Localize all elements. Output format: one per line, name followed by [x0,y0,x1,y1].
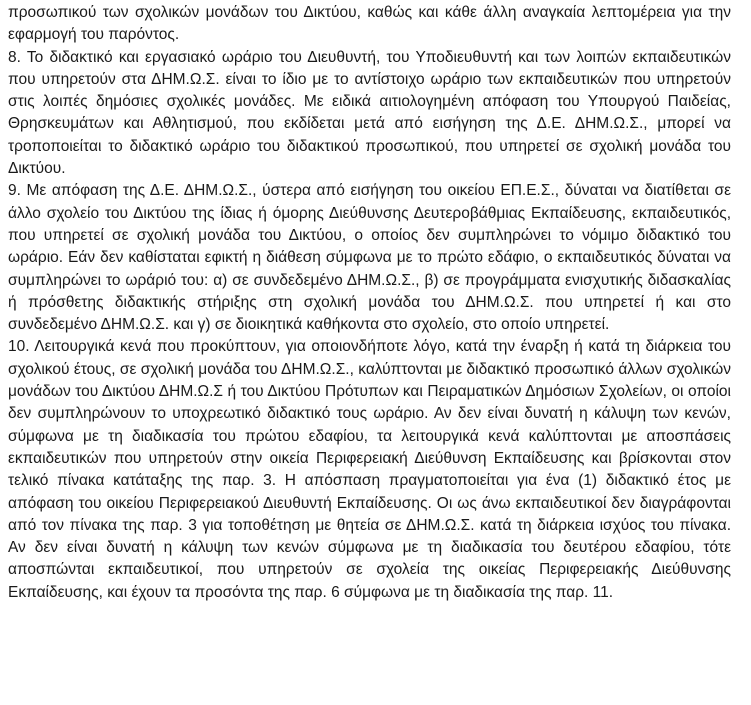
paragraph-9: 9. Με απόφαση της Δ.Ε. ΔΗΜ.Ω.Σ., ύστερα από εισήγηση του οικείου ΕΠ.Ε.Σ., δύναται να διατίθεται σε άλλο σχολείο του Δικτύου της ίδιας ή όμορης Διεύθυνσης Δευτεροβάθμιας Εκπαίδευσης, εκπαιδευτικός, που υπηρετεί σε σχολική μονάδα του Δικτύου, ο οποίος δεν συμπληρώνει το νόμιμο διδακτικό του ωράριο. Εάν δεν καθίσταται εφικτή η διάθεση σύμφωνα με το πρώτο εδάφιο, ο εκπαιδευτικός δύναται να συμπληρώνει το ωράριό του: α) σε συνδεδεμένο ΔΗΜ.Ω.Σ., β) σε προγράμματα ενισχυτικής διδασκαλίας ή πρόσθετης διδακτικής στήριξης στη σχολική μονάδα του ΔΗΜ.Ω.Σ. που υπηρετεί ή και στο συνδεδεμένο ΔΗΜ.Ω.Σ. και γ) σε διοικητικά καθήκοντα στο σχολείο, στο οποίο υπηρετεί. [8,182,731,334]
paragraph-10: 10. Λειτουργικά κενά που προκύπτουν, για οποιονδήποτε λόγο, κατά την έναρξη ή κατά τη διάρκεια του σχολικού έτους, σε σχολική μονάδα του ΔΗΜ.Ω.Σ., καλύπτονται με διδακτικό προσωπικό άλλων σχολικών μονάδων του Δικτύου ΔΗΜ.Ω.Σ ή του Δικτύου Πρότυπων και Πειραματικών Δημόσιων Σχολείων, οι οποίοι δεν συμπληρώνουν το υποχρεωτικό διδακτικό τους ωράριο. Αν δεν είναι δυνατή η κάλυψη των κενών, σύμφωνα με τη διαδικασία του πρώτου εδαφίου, τα λειτουργικά κενά καλύπτονται με αποσπάσεις εκπαιδευτικών που υπηρετούν στην οικεία Περιφερειακή Διεύθυνση Εκπαίδευσης και βρίσκονται στον τελικό πίνακα κατάταξης της παρ. 3. Η απόσπαση πραγματοποιείται για ένα (1) διδακτικό έτος με απόφαση του οικείου Περιφερειακού Διευθυντή Εκπαίδευσης. Οι ως άνω εκπαιδευτικοί δεν διαγράφονται από τον πίνακα της παρ. 3 για τοποθέτηση με θητεία σε ΔΗΜ.Ω.Σ. κατά τη διάρκεια ισχύος του πίνακα. Αν δεν είναι δυνατή η κάλυψη των κενών σύμφωνα με τη διαδικασία του δευτέρου εδαφίου, τότε αποσπώνται εκπαιδευτικοί, που υπηρετούν σε σχολεία της οικείας Περιφερειακής Διεύθυνσης Εκπαίδευσης, και έχουν τα προσόντα της παρ. 6 σύμφωνα με τη διαδικασία της παρ. 11. [8,338,731,601]
paragraph-continuation: προσωπικού των σχολικών μονάδων του Δικτύου, καθώς και κάθε άλλη αναγκαία λεπτομέρεια για την εφαρμογή του παρόντος. [8,4,731,44]
paragraph-8: 8. Το διδακτικό και εργασιακό ωράριο του Διευθυντή, του Υποδιευθυντή και των λοιπών εκπαιδευτικών που υπηρετούν στα ΔΗΜ.Ω.Σ. είναι το ίδιο με το αντίστοιχο ωράριο των εκπαιδευτικών που υπηρετούν στις λοιπές δημόσιες σχολικές μονάδες. Με ειδικά αιτιολογημένη απόφαση του Υπουργού Παιδείας, Θρησκευμάτων και Αθλητισμού, που εκδίδεται μετά από εισήγηση της Δ.Ε. ΔΗΜ.Ω.Σ., μπορεί να τροποποιείται το διδακτικό ωράριο του διδακτικού προσωπικού, που υπηρετεί σε σχολική μονάδα του Δικτύου. [8,48,731,178]
